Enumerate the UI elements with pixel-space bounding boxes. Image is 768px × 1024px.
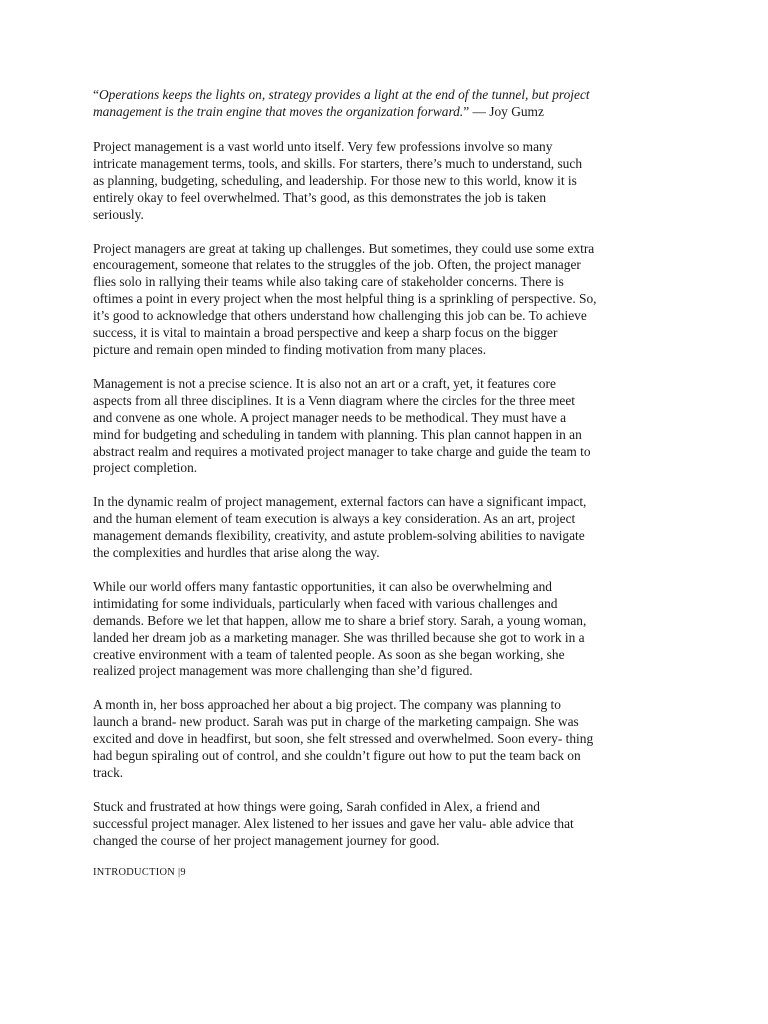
quote-line-1 — [93, 87, 678, 104]
paragraph-line: flies solo in rallying their teams while also taking care of stakeholder concerns. There is — [93, 274, 564, 290]
document-page — [93, 87, 678, 878]
paragraph-line: In the dynamic realm of project management, external factors can have a significant impact, — [93, 494, 587, 510]
paragraph-line: intricate management terms, tools, and skills. For starters, there’s much to understand, such — [93, 155, 583, 171]
paragraph-line: it’s good to acknowledge that others understand how challenging this job can be. To achieve — [93, 308, 587, 324]
page-footer — [93, 867, 678, 878]
paragraph-5 — [93, 579, 678, 680]
paragraph-line: excited and dove in headfirst, but soon, she felt stressed and overwhelmed. Soon every- thing — [93, 731, 594, 747]
paragraph-line: successful project manager. Alex listened to her issues and gave her valu- able advice that — [93, 815, 574, 831]
paragraph-line: management demands flexibility, creativity, and astute problem-solving abilities to navigate — [93, 528, 585, 544]
paragraph-line: Stuck and frustrated at how things were going, Sarah confided in Alex, a friend and — [93, 798, 540, 814]
quote-open-mark: “ — [93, 87, 99, 102]
paragraph-line: Project managers are great at taking up challenges. But sometimes, they could use some extra — [93, 240, 595, 256]
paragraph-line: had begun spiraling out of control, and she couldn’t figure out how to put the team back on — [93, 748, 581, 764]
quote-close-mark: ” — [463, 103, 470, 119]
paragraph-2 — [93, 241, 678, 359]
quote-attribution: — Joy Gumz — [469, 103, 544, 119]
paragraph-line: as planning, budgeting, scheduling, and leadership. For those new to this world, know it is — [93, 172, 577, 188]
paragraph-3 — [93, 376, 678, 477]
paragraph-line: mind for budgeting and scheduling in tandem with planning. This plan cannot happen in an — [93, 426, 582, 442]
epigraph-quote — [93, 87, 678, 120]
paragraph-1 — [93, 139, 678, 224]
paragraph-line: intimidating for some individuals, particularly when faced with various challenges and — [93, 595, 558, 611]
paragraph-line: and convene as one whole. A project manager needs to be methodical. They must have a — [93, 409, 567, 425]
paragraph-line: While our world offers many fantastic opportunities, it can also be overwhelming and — [93, 578, 553, 594]
quote-text-line-1: Operations keeps the lights on, strategy provides a light at the end of the tunnel, but project — [98, 87, 590, 102]
paragraph-line: seriously. — [93, 206, 144, 222]
paragraph-line: encouragement, someone that relates to the struggles of the job. Often, the project manager — [93, 257, 581, 273]
paragraph-line: A month in, her boss approached her about a big project. The company was planning to — [93, 697, 561, 713]
paragraph-line: Project management is a vast world unto itself. Very few professions involve so many — [93, 139, 553, 154]
footer-separator: | — [175, 866, 181, 878]
paragraph-line: changed the course of her project management journey for good. — [93, 832, 440, 848]
paragraph-line: picture and remain open minded to finding motivation from many places. — [93, 341, 487, 357]
page-number: 9 — [180, 866, 186, 878]
paragraph-line: launch a brand- new product. Sarah was put in charge of the marketing campaign. She was — [93, 714, 579, 730]
paragraph-line: and the human element of team execution is always a key consideration. As an art, project — [93, 511, 576, 527]
paragraph-line: creative environment with a team of talented people. As soon as she began working, she — [93, 646, 565, 662]
paragraph-line: abstract realm and requires a motivated project manager to take charge and guide the team to — [93, 443, 591, 459]
paragraph-line: the complexities and hurdles that arise along the way. — [93, 545, 380, 561]
paragraph-line: track. — [93, 765, 124, 780]
paragraph-line: realized project management was more challenging than she’d figured. — [93, 663, 473, 679]
paragraph-line: demands. Before we let that happen, allow me to share a brief story. Sarah, a young woman, — [93, 612, 587, 628]
footer-section-title: INTRODUCTION — [93, 866, 176, 878]
paragraph-line: landed her dream job as a marketing manager. She was thrilled because she got to work in a — [93, 629, 585, 645]
paragraph-4 — [93, 494, 678, 562]
paragraph-line: entirely okay to feel overwhelmed. That’s good, as this demonstrates the job is taken — [93, 189, 547, 205]
paragraph-line: oftimes a point in every project when the most helpful thing is a sprinkling of perspective. So, — [93, 291, 597, 307]
quote-line-2 — [93, 104, 678, 121]
paragraph-line: Management is not a precise science. It is also not an art or a craft, yet, it features core — [93, 375, 556, 391]
paragraph-line: project completion. — [93, 460, 198, 476]
paragraph-6 — [93, 697, 678, 782]
paragraph-line: aspects from all three disciplines. It is a Venn diagram where the circles for the three meet — [93, 392, 576, 408]
paragraph-line: success, it is vital to maintain a broad perspective and keep a sharp focus on the bigger — [93, 325, 558, 341]
quote-text-line-2: management is the train engine that moves the organization forward. — [93, 103, 464, 119]
paragraph-7 — [93, 799, 678, 850]
